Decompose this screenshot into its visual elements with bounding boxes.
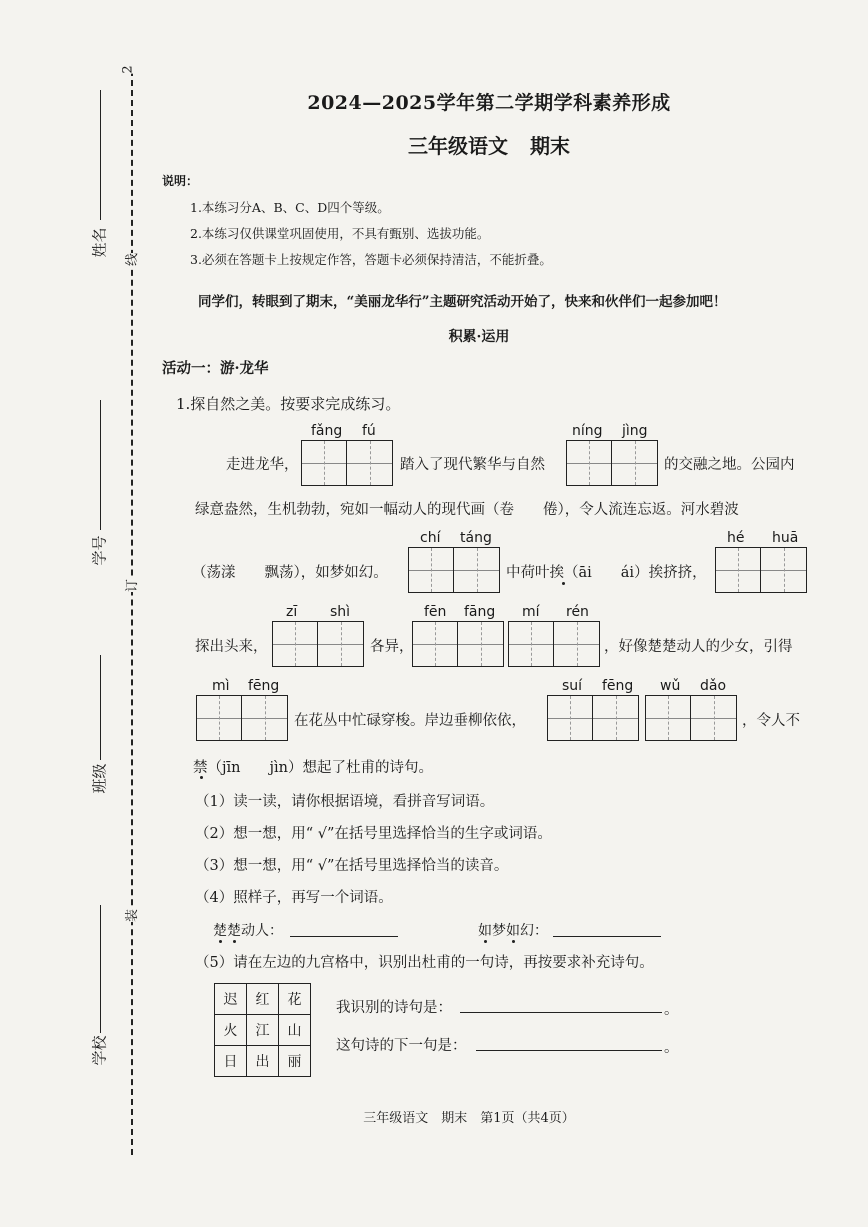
grid-char: 日 bbox=[215, 1046, 247, 1077]
top-mark: 2 bbox=[120, 65, 136, 74]
pinyin: mí bbox=[522, 604, 540, 620]
student-id-field[interactable] bbox=[100, 400, 101, 530]
term-name: 期末 bbox=[530, 134, 570, 158]
name-label: 姓名 bbox=[90, 227, 109, 258]
pinyin: wǔ bbox=[660, 678, 681, 694]
pinyin: fú bbox=[362, 423, 376, 439]
note-item: 3.必须在答题卡上按规定作答，答题卡必须保持清洁，不能折叠。 bbox=[190, 252, 552, 267]
note-item: 1.本练习分A、B、C、D四个等级。 bbox=[190, 200, 390, 215]
school-field[interactable] bbox=[100, 905, 101, 1033]
emphasis-dot bbox=[562, 582, 565, 585]
answer-grid-fenfang[interactable] bbox=[412, 621, 504, 667]
answer-label-2: 这句诗的下一句是： bbox=[336, 1038, 467, 1054]
period: 。 bbox=[664, 1040, 679, 1056]
sub-question-3: （3）想一想，用“ √”在括号里选择恰当的读音。 bbox=[195, 858, 509, 874]
note-item: 2.本练习仅供课堂巩固使用，不具有甄别、选拔功能。 bbox=[190, 226, 490, 241]
answer-label-1: 我识别的诗句是： bbox=[336, 1000, 452, 1016]
cut-mark-bind: 装 bbox=[119, 909, 142, 922]
pinyin: táng bbox=[460, 530, 492, 546]
emphasis-dot bbox=[512, 940, 515, 943]
pinyin: fēng bbox=[602, 678, 634, 694]
passage-text: 禁（jīn jìn）想起了杜甫的诗句。 bbox=[193, 760, 433, 776]
student-id-label: 学号 bbox=[90, 535, 109, 566]
exam-subtitle bbox=[0, 130, 868, 159]
sub-question-2: （2）想一想，用“ √”在括号里选择恰当的生字或词语。 bbox=[195, 826, 552, 842]
poem-answer-2[interactable] bbox=[476, 1032, 662, 1051]
pinyin: chí bbox=[420, 530, 441, 546]
example-answer-1[interactable] bbox=[290, 918, 398, 937]
intro-text: 同学们，转眼到了期末，“美丽龙华行”主题研究活动开始了，快来和伙伴们一起参加吧！ bbox=[198, 294, 727, 310]
answer-grid-fangfu[interactable] bbox=[301, 440, 393, 486]
section-title: 积累·运用 bbox=[448, 329, 510, 345]
sub-question-5: （5）请在左边的九宫格中，识别出杜甫的一句诗，再按要求补充诗句。 bbox=[195, 955, 654, 971]
grid-char: 红 bbox=[247, 984, 279, 1015]
pinyin: fēng bbox=[248, 678, 280, 694]
emphasis-dot bbox=[219, 940, 222, 943]
pinyin: rén bbox=[566, 604, 589, 620]
passage-text: 踏入了现代繁华与自然 bbox=[400, 457, 545, 473]
pinyin: dǎo bbox=[700, 678, 727, 694]
pinyin: fǎng bbox=[311, 423, 343, 439]
pinyin: jìng bbox=[622, 423, 648, 439]
grid-char: 丽 bbox=[279, 1046, 311, 1077]
grid-char: 火 bbox=[215, 1015, 247, 1046]
passage-text: 探出头来， bbox=[195, 639, 268, 655]
passage-text: 的交融之地。公园内 bbox=[664, 457, 795, 473]
cut-mark-line: 线 bbox=[119, 253, 142, 266]
passage-text: ，令人不 bbox=[742, 713, 800, 729]
pinyin: suí bbox=[562, 678, 583, 694]
example-label-2: 如梦如幻： bbox=[478, 923, 548, 939]
answer-grid-suifeng[interactable] bbox=[547, 695, 639, 741]
grid-char: 出 bbox=[247, 1046, 279, 1077]
answer-grid-chitang[interactable] bbox=[408, 547, 500, 593]
passage-text: 在花丛中忙碌穿梭。岸边垂柳依依， bbox=[294, 713, 526, 729]
pinyin: mì bbox=[212, 678, 230, 694]
exam-title: 2024—2025学年第二学期学科素养形成 bbox=[307, 92, 671, 114]
activity-title: 活动一：游·龙华 bbox=[162, 360, 269, 377]
answer-grid-hehua[interactable] bbox=[715, 547, 807, 593]
answer-grid-miren[interactable] bbox=[508, 621, 600, 667]
class-field[interactable] bbox=[100, 655, 101, 760]
pinyin: zī bbox=[286, 604, 298, 620]
emphasis-dot bbox=[233, 940, 236, 943]
grid-char: 花 bbox=[279, 984, 311, 1015]
sub-question-1: （1）读一读，请你根据语境，看拼音写词语。 bbox=[195, 794, 495, 810]
subject-name: 三年级语文 bbox=[408, 134, 508, 158]
cut-mark-staple: 订 bbox=[119, 579, 142, 592]
answer-grid-mifeng[interactable] bbox=[196, 695, 288, 741]
answer-grid-ningjing[interactable] bbox=[566, 440, 658, 486]
pinyin: huā bbox=[772, 530, 799, 546]
emphasis-dot bbox=[200, 776, 203, 779]
class-label: 班级 bbox=[90, 763, 109, 794]
binding-dashed-line bbox=[131, 70, 133, 1155]
nine-grid bbox=[214, 983, 311, 1077]
example-answer-2[interactable] bbox=[553, 918, 661, 937]
grid-char: 迟 bbox=[215, 984, 247, 1015]
pinyin: fēn bbox=[424, 604, 447, 620]
passage-text: （荡漾 飘荡），如梦如幻。 bbox=[192, 565, 388, 581]
pinyin: shì bbox=[330, 604, 351, 620]
example-label-1: 楚楚动人： bbox=[213, 923, 283, 939]
pinyin: hé bbox=[727, 530, 745, 546]
passage-text: 各异， bbox=[370, 639, 414, 655]
grid-char: 江 bbox=[247, 1015, 279, 1046]
answer-grid-wudao[interactable] bbox=[645, 695, 737, 741]
notes-heading: 说明： bbox=[162, 174, 199, 188]
poem-answer-1[interactable] bbox=[460, 994, 662, 1013]
emphasis-dot bbox=[484, 940, 487, 943]
school-label: 学校 bbox=[90, 1035, 109, 1066]
pinyin: fāng bbox=[464, 604, 496, 620]
passage-text: 走进龙华， bbox=[226, 457, 299, 473]
answer-grid-zishi[interactable] bbox=[272, 621, 364, 667]
period: 。 bbox=[664, 1002, 679, 1018]
page-footer: 三年级语文 期末 第1页（共4页） bbox=[363, 1111, 575, 1126]
passage-text: 中荷叶挨（āi ái）挨挤挤， bbox=[506, 565, 707, 581]
grid-char: 山 bbox=[279, 1015, 311, 1046]
question-1-title: 1.探自然之美。按要求完成练习。 bbox=[176, 395, 401, 413]
pinyin: níng bbox=[572, 423, 603, 439]
sub-question-4: （4）照样子，再写一个词语。 bbox=[195, 890, 393, 906]
passage-text: ，好像楚楚动人的少女，引得 bbox=[604, 639, 793, 655]
passage-text: 绿意盎然，生机勃勃，宛如一幅动人的现代画（卷 倦），令人流连忘返。河水碧波 bbox=[195, 502, 739, 518]
